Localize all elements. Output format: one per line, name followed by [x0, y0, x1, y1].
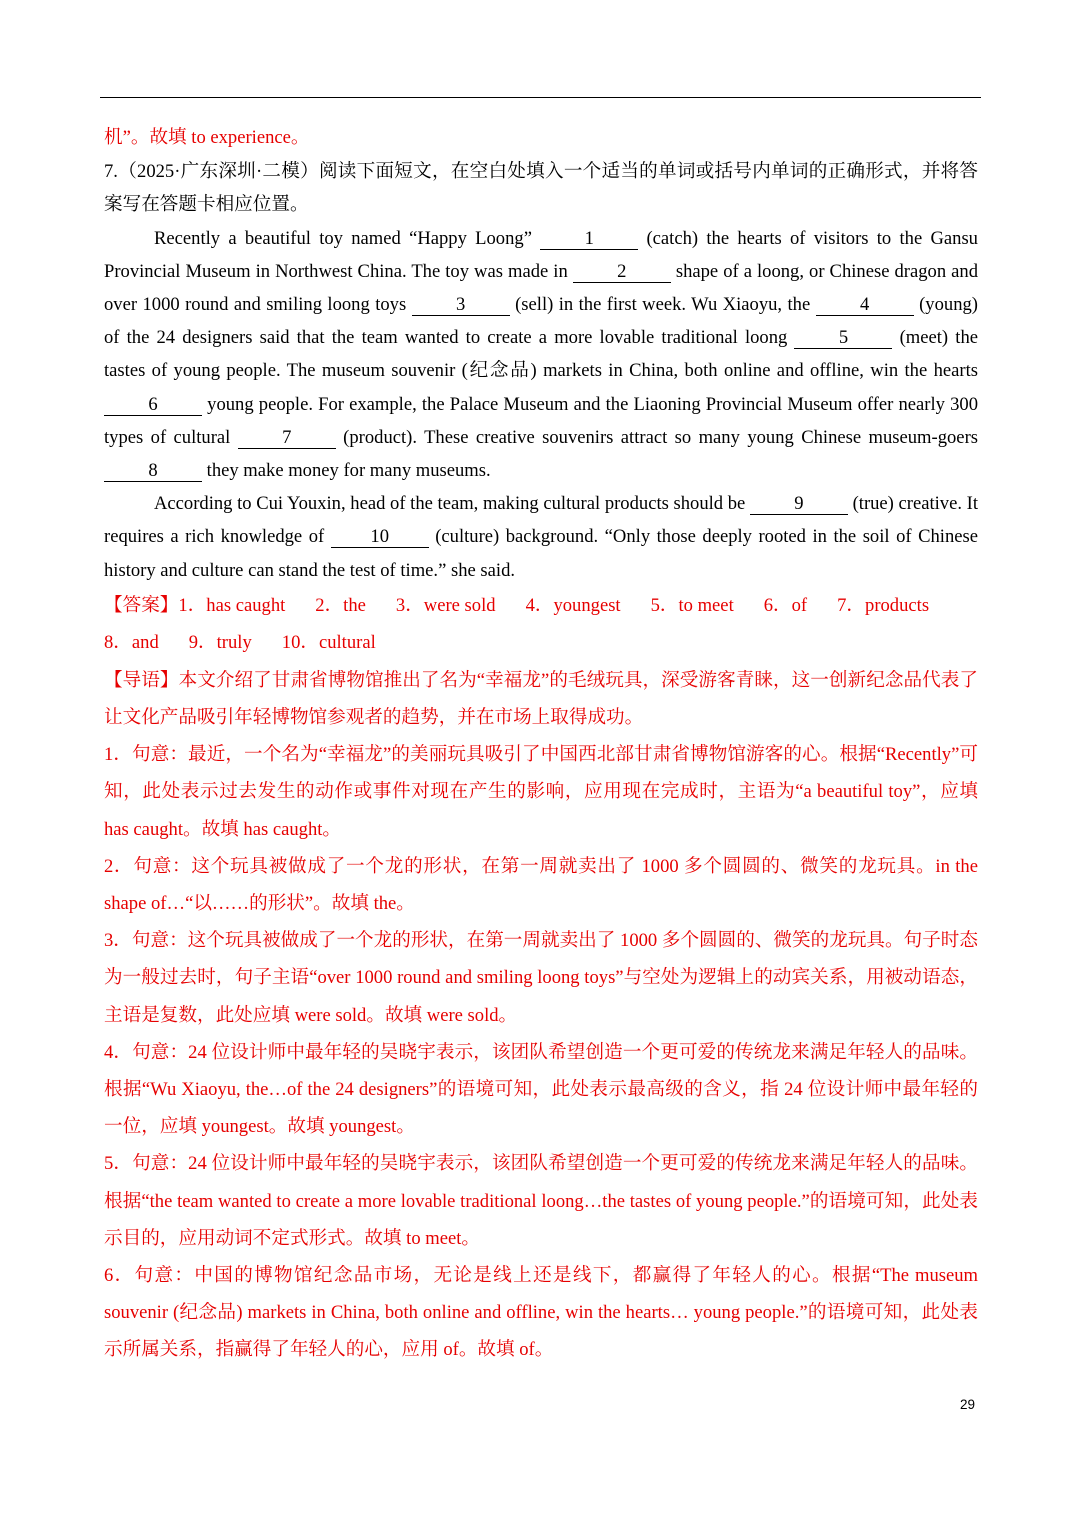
answer-item: 1．has caught: [178, 594, 286, 616]
answer-item: 9．truly: [188, 632, 252, 654]
answer-item: 3．were sold: [395, 594, 496, 616]
explanation-section: [104, 662, 978, 1369]
answer-item: 8．and: [104, 632, 159, 654]
passage-paragraph-1: [104, 222, 978, 488]
passage-text: (product). These creative souvenirs attract so many young Chinese museum-goers: [335, 426, 978, 448]
blank-4[interactable]: 4: [816, 295, 914, 316]
guide-paragraph: [104, 662, 978, 736]
answer-line-2: [104, 624, 978, 662]
passage-paragraph-2: [104, 487, 978, 587]
answer-item: 10．cultural: [281, 632, 376, 654]
passage-text: young people. For example, the Palace Museum and the Liaoning Provincial Museum offer nearly 300 types of cultural: [104, 393, 978, 448]
blank-2[interactable]: 2: [573, 262, 671, 283]
answer-item: 2．the: [315, 594, 366, 616]
answer-section: [104, 587, 978, 662]
answer-label: 【答案】: [104, 594, 179, 616]
passage: [104, 222, 978, 587]
page-content: [104, 121, 978, 1369]
blank-8[interactable]: 8: [104, 461, 202, 482]
guide-text: 本文介绍了甘肃省博物馆推出了名为“幸福龙”的毛绒玩具，深受游客青睐，这一创新纪念品代表了让文化产品吸引年轻博物馆参观者的趋势，并在市场上取得成功。: [104, 669, 978, 728]
explanation-5: 5．句意：24 位设计师中最年轻的吴晓宇表示，该团队希望创造一个更可爱的传统龙来满足年轻人的品味。根据“the team wanted to create a more lovable traditional loong…the tastes of young people.”的语境可知，此处表示目的，应用动词不定式形式。故填 to meet。: [104, 1153, 978, 1249]
explanation-4: 4．句意：24 位设计师中最年轻的吴晓宇表示，该团队希望创造一个更可爱的传统龙来满足年轻人的品味。根据“Wu Xiaoyu, the…of the 24 designers”的语境可知，此处表示最高级的含义，指 24 位设计师中最年轻的一位，应填 youngest。故填 youngest。: [104, 1041, 978, 1138]
answer-item: 6．of: [763, 594, 808, 616]
passage-text: (true) creative. It requires a rich knowledge of: [104, 493, 979, 548]
page-number: 29: [960, 1397, 976, 1412]
passage-text: (culture) background. “Only those deeply rooted in the soil of Chinese history and culture can stand the test of time.” she said.: [104, 526, 978, 581]
answer-item: 7．products: [837, 594, 930, 616]
passage-text: shape of a loong, or Chinese dragon and over 1000 round and smiling loong toys: [104, 260, 979, 315]
passage-text: According to Cui Youxin, head of the team, making cultural products should be: [154, 493, 750, 515]
question-instruction: 7.（2025·广东深圳·二模）阅读下面短文，在空白处填入一个适当的单词或括号内单词的正确形式，并将答案写在答题卡相应位置。: [104, 160, 978, 215]
header-rule: [100, 97, 981, 98]
explanation-6: 6．句意：中国的博物馆纪念品市场，无论是线上还是线下，都赢得了年轻人的心。根据“The museum souvenir (纪念品) markets in China, both online and offline, win the hearts… young people.”的语境可知，此处表示所属关系，指赢得了年轻人的心，应用 of。故填 of。: [104, 1264, 978, 1361]
guide-label: 【导语】: [104, 669, 179, 691]
passage-text: (catch) the hearts of visitors to the Gansu Provincial Museum in Northwest China. The toy was made in: [104, 227, 978, 282]
blank-9[interactable]: 9: [750, 494, 848, 515]
passage-text: they make money for many museums.: [202, 459, 491, 481]
explanation-3: 3．句意：这个玩具被做成了一个龙的形状，在第一周就卖出了 1000 多个圆圆的、微笑的龙玩具。句子时态为一般过去时，句子主语“over 1000 round and smiling loong toys”与空处为逻辑上的动宾关系，用被动语态，主语是复数，此处应填 were sold。故填 were sold。: [104, 930, 978, 1026]
explanation-2: 2．句意：这个玩具被做成了一个龙的形状，在第一周就卖出了 1000 多个圆圆的、微笑的龙玩具。in the shape of…“以……的形状”。故填 the。: [104, 855, 978, 914]
explanation-1: 1．句意：最近，一个名为“幸福龙”的美丽玩具吸引了中国西北部甘肃省博物馆游客的心。根据“Recently”可知，此处表示过去发生的动作或事件对现在产生的影响，应用现在完成时，主语为“a beautiful toy”，应填 has caught。故填 has caught。: [104, 744, 978, 840]
blank-5[interactable]: 5: [794, 328, 892, 349]
blank-10[interactable]: 10: [331, 527, 429, 548]
answer-item: 4．youngest: [525, 594, 621, 616]
blank-3[interactable]: 3: [412, 295, 510, 316]
passage-text: (sell) in the first week. Wu Xiaoyu, the: [509, 293, 816, 315]
passage-text: (young) of the 24 designers said that the team wanted to create a more lovable traditional loong: [104, 293, 978, 349]
blank-6[interactable]: 6: [104, 395, 202, 416]
answer-item: 5．to meet: [650, 594, 734, 616]
answer-line-1: [104, 587, 978, 625]
passage-text: Recently a beautiful toy named “Happy Loong”: [154, 227, 541, 249]
blank-7[interactable]: 7: [238, 428, 336, 449]
continued-line: 机”。故填 to experience。: [104, 127, 310, 148]
passage-text: (meet) the tastes of young people. The museum souvenir (纪念品) markets in China, both online and offline, win the hearts: [104, 327, 978, 382]
blank-1[interactable]: 1: [540, 229, 638, 250]
